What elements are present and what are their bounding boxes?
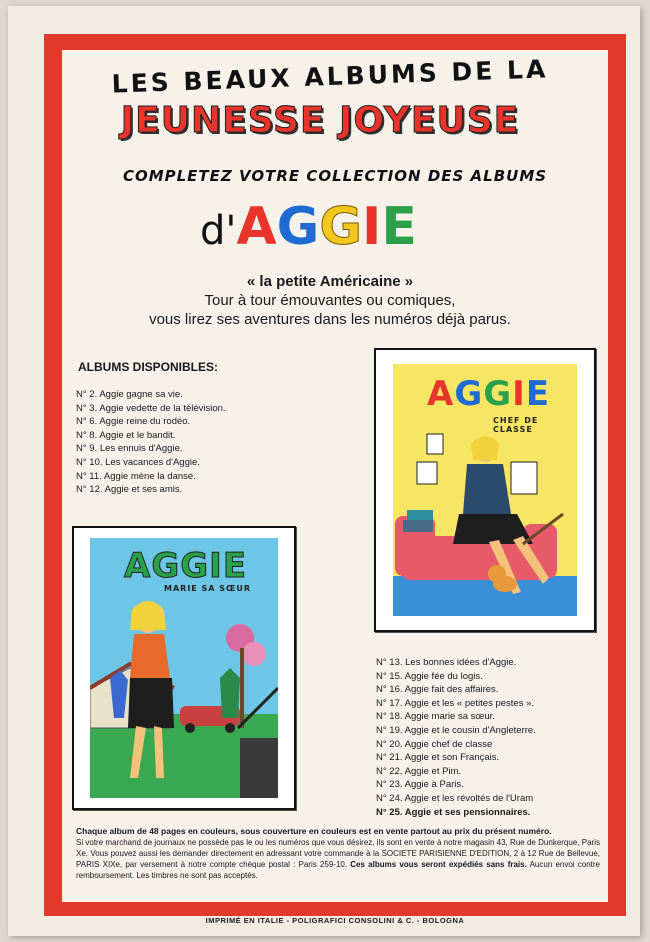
subtitle-line-3: vous lirez ses aventures dans les numéros déjà parus. (149, 311, 511, 328)
list-item: N° 20. Aggie chef de classe (376, 738, 493, 750)
title-prefix: d' (200, 208, 237, 254)
list-item: N° 22. Aggie et Pim. (376, 765, 462, 777)
list-item: N° 24. Aggie et les révoltés de l'Uram (376, 792, 534, 804)
list-item: N° 16. Aggie fait des affaires. (376, 684, 499, 696)
cover-logo: AGGIE (124, 546, 248, 586)
list-item: N° 11. Aggie mène la danse. (76, 470, 196, 482)
list-item: N° 21. Aggie et son Français. (376, 752, 500, 764)
list-item: N° 25. Aggie et ses pensionnaires. (376, 806, 531, 818)
list-item: N° 6. Aggie reine du rodéo. (76, 416, 191, 428)
list-item: N° 17. Aggie et les « petites pestes ». (376, 697, 535, 709)
header-line-2: JEUNESSE JOYEUSE (120, 100, 520, 141)
girl-on-sofa-illustration (393, 364, 577, 616)
footer-bold-note: Ces albums vous seront expédiés sans frais. (350, 860, 527, 869)
title-letter-i: I (362, 197, 382, 257)
list-item: N° 8. Aggie et le bandit. (76, 429, 176, 441)
cover-chef-de-classe (374, 348, 596, 632)
list-item: N° 10. Les vacances d'Aggie. (76, 456, 200, 468)
cover-logo: AGGIE (427, 374, 551, 414)
footer-tail: Aucun envoi contre remboursement. Les timbres ne sont pas acceptés. (76, 860, 600, 880)
albums-list-1 (76, 388, 226, 497)
header-line-1: LES BEAUX ALBUMS DE LA (111, 54, 549, 99)
title-letter-g1: G (276, 197, 320, 257)
footer-note (76, 826, 600, 881)
footer-body: Si votre marchand de journaux ne possède pas le ou les numéros que vous désirez, ils sont en vente à notre magasin 43, Rue de Dunkerque, Paris Xe. Vous pouvez aussi les demander directement en adressant votre commande à la SOCIETE PARISIENNE D'EDITION, 2 à 12 Rue de Bellevue, PARIS XIXe, par versement à notre compte chèque postal : Paris 259-10. (76, 838, 600, 869)
cover-marie-sa-soeur (72, 526, 296, 810)
list-item: N° 12. Aggie et ses amis. (76, 484, 183, 496)
list-item: N° 13. Les bonnes idées d'Aggie. (376, 657, 517, 668)
list-item: N° 2. Aggie gagne sa vie. (76, 389, 183, 400)
list-item: N° 9. Les ennuis d'Aggie. (76, 443, 183, 455)
list-item: N° 19. Aggie et le cousin d'Angleterre. (376, 724, 536, 736)
title-letter-g2: G (319, 197, 363, 257)
subtitle-line-2: Tour à tour émouvantes ou comiques, (204, 292, 456, 309)
title-letter-e: E (381, 197, 417, 257)
list-item: N° 18. Aggie marie sa sœur. (376, 711, 495, 723)
header-line-3: COMPLETEZ VOTRE COLLECTION DES ALBUMS (122, 167, 548, 185)
cover-art (90, 538, 278, 798)
aggie-title (200, 192, 460, 262)
cover-subtitle: CHEF DE CLASSE (493, 416, 539, 434)
list-item: N° 3. Aggie vedette de la télévision. (76, 402, 226, 414)
albums-heading: ALBUMS DISPONIBLES: (78, 360, 219, 374)
list-item: N° 15. Aggie fée du logis. (376, 670, 483, 682)
cover-art (393, 364, 577, 616)
subtitle-block (110, 272, 550, 329)
cover-subtitle: MARIE SA SŒUR (164, 584, 252, 593)
albums-list-2 (376, 656, 536, 819)
list-item: N° 23. Aggie à Paris. (376, 779, 464, 791)
girl-in-garden-illustration (90, 538, 278, 798)
tagline: « la petite Américaine » (246, 273, 414, 290)
imprint-line: IMPRIMÉ EN ITALIE - POLIGRAFICI CONSOLINI & C. - BOLOGNA (205, 916, 465, 925)
footer-lead: Chaque album de 48 pages en couleurs, sous couverture en couleurs est en vente partout au prix du présent numéro. (76, 826, 552, 836)
title-letter-a: A (236, 197, 277, 257)
